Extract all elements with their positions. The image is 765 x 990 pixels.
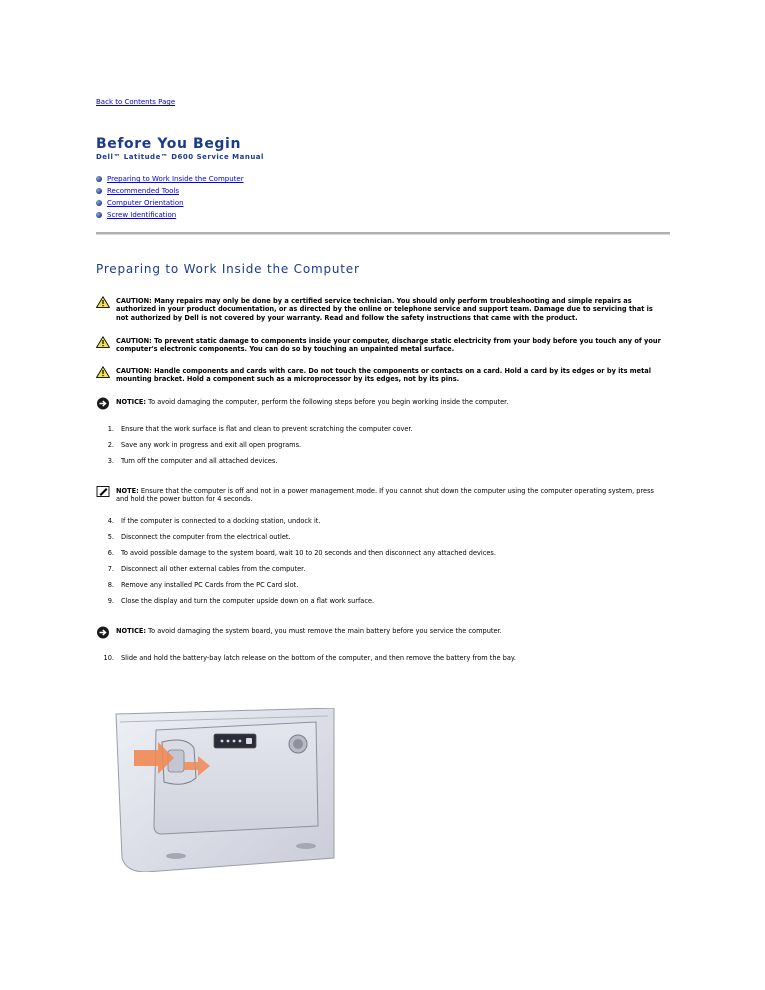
step-item (96, 581, 666, 597)
caution-block (96, 337, 666, 354)
caution-text (116, 297, 666, 322)
notice-body: To avoid damaging the system board, you must remove the main battery before you service the computer. (148, 627, 502, 635)
caution-block (96, 367, 666, 384)
notice-text (116, 627, 502, 635)
toc-item (96, 173, 244, 185)
caution-body: Many repairs may only be done by a certified service technician. You should only perform troubleshooting and simple repairs as authorized in your product documentation, or as directed by the online or telephone service and support team. Damage due to servicing that is not authorized by Dell is not covered by your warranty. Read and follow the safety instructions that came with the product. (116, 297, 653, 322)
caution-body: To prevent static damage to components inside your computer, discharge static electricity from your body before you touch any of your computer's electronic components. You can do so by touching an unpainted metal surface. (116, 337, 661, 354)
caution-text (116, 367, 666, 384)
step-number: 9. (107, 597, 114, 605)
step-item (96, 565, 666, 581)
step-list (96, 517, 666, 613)
step-number: 5. (107, 533, 114, 541)
step-text: Turn off the computer and all attached devices. (121, 457, 278, 465)
toc-link-tools[interactable]: Recommended Tools (107, 187, 180, 195)
step-number: 3. (107, 457, 114, 465)
section-divider (96, 232, 670, 235)
page-subtitle: Dell™ Latitude™ D600 Service Manual (96, 153, 264, 161)
note-label: NOTE: (116, 487, 139, 495)
bullet-icon (96, 188, 102, 194)
notice-body: To avoid damaging the computer, perform the following steps before you begin working inside the computer. (148, 398, 509, 406)
step-number: 4. (107, 517, 114, 525)
step-item (96, 457, 666, 473)
page-title: Before You Begin (96, 136, 242, 152)
step-item (96, 597, 666, 613)
step-text: Remove any installed PC Cards from the PC Card slot. (121, 581, 299, 589)
notice-text (116, 398, 508, 406)
caution-label: CAUTION: (116, 337, 152, 345)
bullet-icon (96, 212, 102, 218)
caution-label: CAUTION: (116, 367, 152, 375)
table-of-contents (96, 173, 244, 221)
notice-block (96, 398, 666, 410)
step-item (96, 533, 666, 549)
caution-label: CAUTION: (116, 297, 152, 305)
step-number: 6. (107, 549, 114, 557)
notice-block (96, 627, 666, 639)
step-number: 7. (107, 565, 114, 573)
toc-item (96, 197, 244, 209)
bullet-icon (96, 176, 102, 182)
step-item (96, 549, 666, 565)
step-number: 8. (107, 581, 114, 589)
toc-link-orientation[interactable]: Computer Orientation (107, 199, 184, 207)
step-text: Save any work in progress and exit all open programs. (121, 441, 302, 449)
step-number: 2. (107, 441, 114, 449)
step-text: Disconnect the computer from the electrical outlet. (121, 533, 291, 541)
back-to-contents-link[interactable]: Back to Contents Page (96, 98, 176, 106)
caution-icon (96, 336, 110, 348)
bullet-icon (96, 200, 102, 206)
toc-item (96, 209, 244, 221)
note-block (96, 487, 666, 504)
caution-block (96, 297, 666, 322)
step-text: If the computer is connected to a docking station, undock it. (121, 517, 321, 525)
battery-removal-illustration (106, 708, 340, 872)
section-heading: Preparing to Work Inside the Computer (96, 262, 360, 276)
note-icon (96, 486, 110, 497)
step-list (96, 654, 666, 670)
step-item (96, 425, 666, 441)
caution-icon (96, 366, 110, 378)
step-item (96, 517, 666, 533)
notice-label: NOTICE: (116, 398, 147, 406)
step-list (96, 425, 666, 473)
step-text: Close the display and turn the computer upside down on a flat work surface. (121, 597, 375, 605)
caution-text (116, 337, 666, 354)
step-number: 10. (103, 654, 114, 662)
step-text: To avoid possible damage to the system board, wait 10 to 20 seconds and then disconnect any attached devices. (121, 549, 496, 557)
notice-icon (96, 626, 110, 639)
note-text (116, 487, 666, 504)
note-body: Ensure that the computer is off and not in a power management mode. If you cannot shut down the computer using the computer operating system, press and hold the power button for 4 seconds. (116, 487, 654, 504)
caution-body: Handle components and cards with care. Do not touch the components or contacts on a card. Hold a card by its edges or by its metal mounting bracket. Hold a component such as a microprocessor by its edges, not by its pins. (116, 367, 652, 384)
step-text: Slide and hold the battery-bay latch release on the bottom of the computer, and then remove the battery from the bay. (121, 654, 516, 662)
toc-item (96, 185, 244, 197)
step-item (96, 441, 666, 457)
toc-link-preparing[interactable]: Preparing to Work Inside the Computer (107, 175, 244, 183)
notice-icon (96, 397, 110, 410)
notice-label: NOTICE: (116, 627, 147, 635)
step-item (96, 654, 666, 670)
caution-icon (96, 296, 110, 308)
step-text: Ensure that the work surface is flat and clean to prevent scratching the computer cover. (121, 425, 413, 433)
step-text: Disconnect all other external cables from the computer. (121, 565, 306, 573)
step-number: 1. (107, 425, 114, 433)
toc-link-screw-identification[interactable]: Screw Identification (107, 211, 177, 219)
